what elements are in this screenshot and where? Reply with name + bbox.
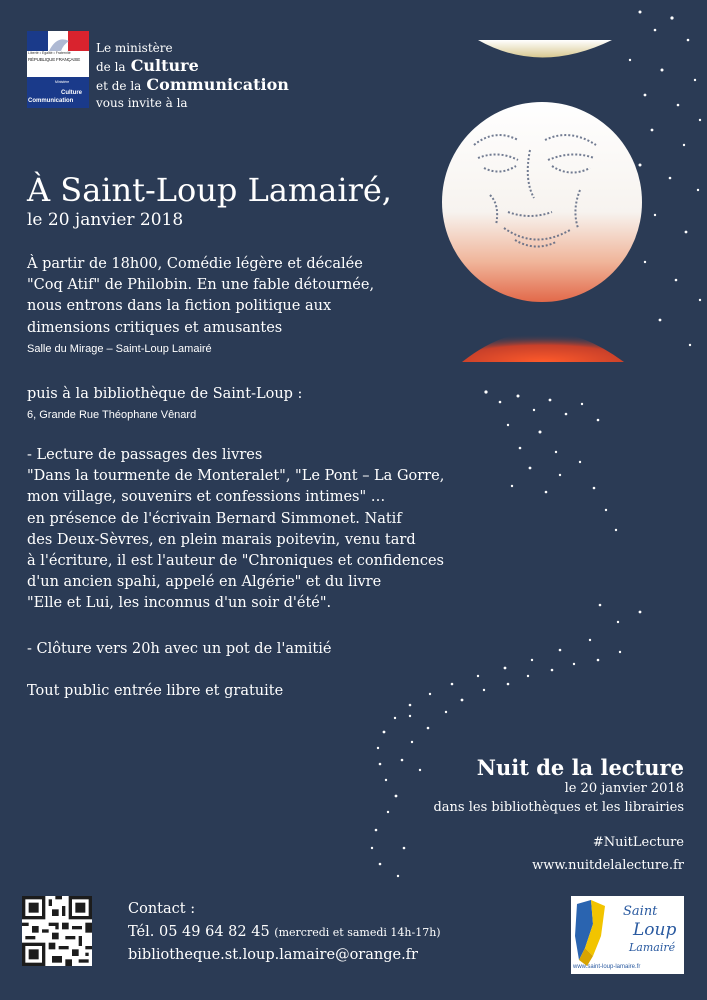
logo-small: Ministère xyxy=(55,80,70,84)
logo-culture: Culture xyxy=(61,90,82,96)
contact-email[interactable]: bibliotheque.st.loup.lamaire@orange.fr xyxy=(128,947,418,963)
program-line: À partir de 18h00, Comédie légère et décalée xyxy=(27,256,363,272)
reading-line: - Lecture de passages des livres xyxy=(27,447,263,463)
venue-first: Salle du Mirage – Saint-Loup Lamairé xyxy=(27,342,212,355)
contact-block xyxy=(128,898,441,967)
nuit-where: dans les bibliothèques et les librairies xyxy=(433,800,684,815)
sl-url: www.saint-loup-lamaire.fr xyxy=(573,964,641,970)
reading-line: "Dans la tourmente de Monteralet", "Le Pont – La Gorre, xyxy=(27,468,445,485)
ministry-culture: Culture xyxy=(130,56,199,75)
logo-communication: Communication xyxy=(28,98,74,104)
contact-label: Contact : xyxy=(128,901,196,917)
saint-loup-logo-icon xyxy=(571,896,684,974)
reading-line: "Elle et Lui, les inconnus d'un soir d'été". xyxy=(27,595,332,612)
ministry-invitation xyxy=(96,40,289,112)
reading-line: mon village, souvenirs et confessions intimes" … xyxy=(27,489,386,506)
reading-line: en présence de l'écrivain Bernard Simmonet. Natif xyxy=(27,510,402,527)
reading-line: à l'écriture, il est l'auteur de "Chroniques et confidences xyxy=(27,553,444,570)
library-section xyxy=(27,384,302,426)
nuit-title: Nuit de la lecture xyxy=(476,755,684,780)
program-line: dimensions critiques et amusantes xyxy=(27,319,283,336)
ministry-line3-prefix: et de la xyxy=(96,79,142,93)
crescent-top xyxy=(478,40,612,58)
logo-motto: Liberté • Égalité • Fraternité xyxy=(28,51,71,55)
hashtag[interactable]: #NuitLecture xyxy=(592,835,684,850)
ministry-communication: Communication xyxy=(146,75,289,94)
contact-hours: (mercredi et samedi 14h-17h) xyxy=(274,926,441,939)
program-intro xyxy=(27,254,374,360)
crescent-bottom xyxy=(462,331,624,362)
sl-line2: Loup xyxy=(633,920,677,940)
moon xyxy=(442,102,642,302)
reading-section xyxy=(27,445,444,615)
reading-line: des Deux-Sèvres, en plein marais poitevin, venu tard xyxy=(27,531,416,548)
closing-line: - Clôture vers 20h avec un pot de l'amitié xyxy=(27,641,332,657)
website-link[interactable]: www.nuitdelalecture.fr xyxy=(532,858,684,873)
program-line: nous entrons dans la fiction politique aux xyxy=(27,298,332,315)
logo-country: RÉPUBLIQUE FRANÇAISE xyxy=(28,57,81,62)
event-date: le 20 janvier 2018 xyxy=(27,210,184,230)
nuit-date: le 20 janvier 2018 xyxy=(564,781,684,796)
reading-line: d'un ancien spahi, appelé en Algérie" et du livre xyxy=(27,574,382,591)
audience-line: Tout public entrée libre et gratuite xyxy=(27,683,284,699)
contact-phone[interactable]: Tél. 05 49 64 82 45 xyxy=(128,924,270,940)
ministry-line4: vous invite à la xyxy=(96,96,188,110)
event-title: À Saint-Loup Lamairé, xyxy=(27,171,392,209)
ministry-line1: Le ministère xyxy=(96,41,173,55)
qr-code-icon[interactable] xyxy=(22,896,92,966)
library-address: 6, Grande Rue Théophane Vênard xyxy=(27,409,197,422)
program-line: "Coq Atif" de Philobin. En une fable détournée, xyxy=(27,277,375,294)
sl-line3: Lamairé xyxy=(629,941,676,954)
ministry-line2-prefix: de la xyxy=(96,60,126,74)
sl-line1: Saint xyxy=(623,904,658,919)
library-intro: puis à la bibliothèque de Saint-Loup : xyxy=(27,386,303,402)
marianne-logo-icon xyxy=(27,31,89,108)
